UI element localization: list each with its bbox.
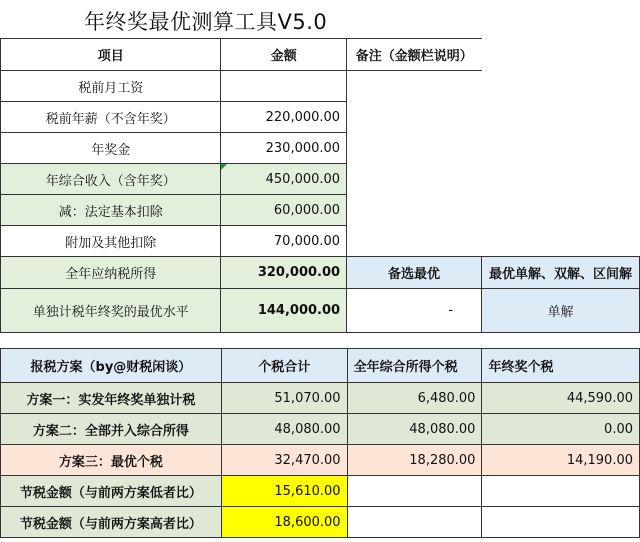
row-amount[interactable] [221, 71, 347, 102]
input-table [0, 38, 640, 333]
plan-bonus[interactable]: 14,190.00 [482, 445, 640, 476]
row-label: 税前年薪（不含年奖） [1, 102, 221, 133]
row-label: 减：法定基本扣除 [1, 195, 221, 226]
alt-optimal-value[interactable]: - [347, 289, 482, 333]
header-note: 备注（金额栏说明） [347, 39, 482, 71]
table-row [1, 383, 640, 414]
table-row [1, 257, 640, 289]
row-amount[interactable]: 144,000.00 [221, 289, 347, 333]
savings-label: 节税金额（与前两方案高者比） [1, 507, 222, 538]
note-cell[interactable] [347, 71, 482, 257]
plan-bonus[interactable]: 44,590.00 [482, 383, 640, 414]
row-amount[interactable]: 230,000.00 [221, 133, 347, 164]
row-label: 年奖金 [1, 133, 221, 164]
row-amount[interactable]: 320,000.00 [221, 257, 347, 289]
plan-bonus[interactable]: 0.00 [482, 414, 640, 445]
row-amount[interactable]: 60,000.00 [221, 195, 347, 226]
header-amount: 金额 [221, 39, 347, 71]
table-row [1, 71, 640, 102]
table-header-row [1, 349, 640, 383]
row-label: 年综合收入（含年奖） [1, 164, 221, 195]
plan-comprehensive[interactable]: 6,480.00 [347, 383, 482, 414]
plan-label: 方案一：实发年终奖单独计税 [1, 383, 222, 414]
row-amount[interactable]: 450,000.00 [221, 164, 347, 195]
table-row [1, 414, 640, 445]
solution-type-label: 最优单解、双解、区间解 [482, 257, 640, 289]
savings-row [1, 476, 640, 507]
plan-total[interactable]: 32,470.00 [221, 445, 347, 476]
plan-comprehensive[interactable]: 18,280.00 [347, 445, 482, 476]
row-label: 附加及其他扣除 [1, 226, 221, 257]
table-row [1, 289, 640, 333]
row-amount[interactable]: 70,000.00 [221, 226, 347, 257]
page-title: 年终奖最优测算工具V5.0 [84, 10, 328, 34]
header-comprehensive: 全年综合所得个税 [347, 349, 482, 383]
savings-value[interactable]: 15,610.00 [221, 476, 347, 507]
solution-type-value[interactable]: 单解 [482, 289, 640, 333]
row-amount[interactable]: 220,000.00 [221, 102, 347, 133]
header-total: 个税合计 [221, 349, 347, 383]
alt-optimal-label: 备选最优 [347, 257, 482, 289]
savings-label: 节税金额（与前两方案低者比） [1, 476, 222, 507]
plan-comprehensive[interactable]: 48,080.00 [347, 414, 482, 445]
plan-label: 方案二：全部并入综合所得 [1, 414, 222, 445]
plan-label: 方案三：最优个税 [1, 445, 222, 476]
savings-row [1, 507, 640, 538]
table-row [1, 445, 640, 476]
header-plan: 报税方案（by@财税闲谈） [1, 349, 222, 383]
header-bonus: 年终奖个税 [482, 349, 640, 383]
table-header-row [1, 39, 640, 71]
row-label: 单独计税年终奖的最优水平 [1, 289, 221, 333]
plan-table [0, 348, 640, 538]
savings-value[interactable]: 18,600.00 [221, 507, 347, 538]
plan-total[interactable]: 51,070.00 [221, 383, 347, 414]
row-label: 全年应纳税所得 [1, 257, 221, 289]
row-label: 税前月工资 [1, 71, 221, 102]
header-item: 项目 [1, 39, 221, 71]
plan-total[interactable]: 48,080.00 [221, 414, 347, 445]
